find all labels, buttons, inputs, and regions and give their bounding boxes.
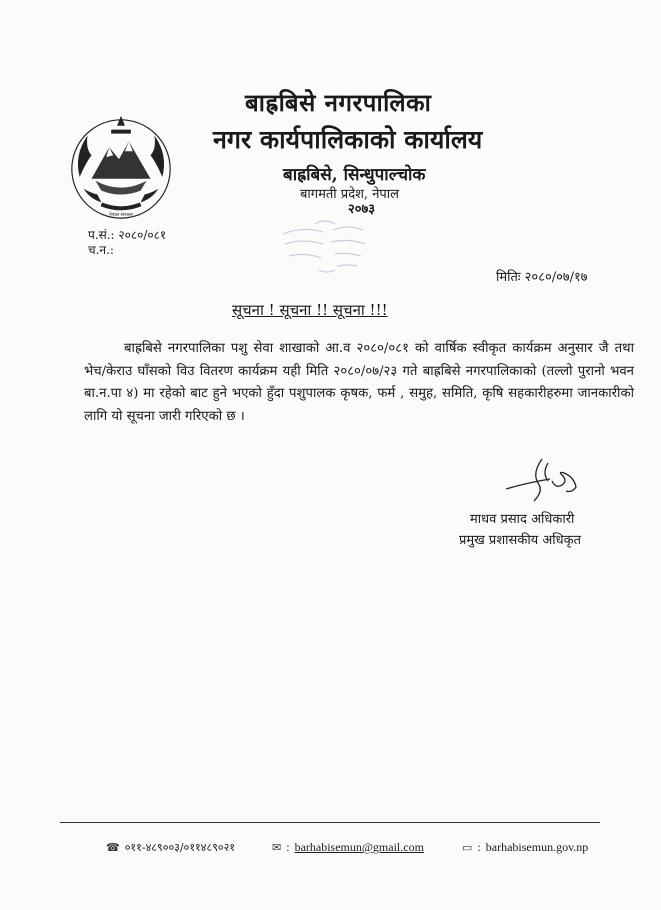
notice-date: मितिः २०८०/०७/१७ [496,270,588,285]
province-line: बागमती प्रदेश, नेपाल [300,187,399,202]
footer-divider [60,822,600,823]
municipality-name: बाह्रबिसे नगरपालिका [245,88,432,117]
office-location: बाह्रबिसे, सिन्धुपाल्चोक [283,165,426,185]
establishment-year: २०७३ [348,202,376,217]
government-emblem-icon [62,108,180,226]
notice-body: बाह्रबिसे नगरपालिका पशु सेवा शाखाको आ.व २०८०/०८१ को वार्षिक स्वीकृत कार्यक्रम अनुसार जै तथा भेच/केराउ घाँसको विउ वितरण कार्यक्रम यही मिति २०८०/०७/२३ गते बाह्रबिसे नगरपालिकाको (तल्लो पुरानो भवन बा.न.पा ४) मा रहेको बाट हुने भएको हुँदा पशुपालक कृषक, फर्म , समुह, समिति, कृषि सहकारीहरुमा जानकारीको लागि यो सूचना जारी गरिएको छ । [84,341,634,424]
envelope-icon: ✉ [272,842,282,854]
signatory-designation: प्रमुख प्रशासकीय अधिकृत [459,533,582,548]
notice-title: सूचना ! सूचना !! सूचना !!! [232,301,388,319]
signature-icon [500,455,580,507]
computer-icon: ▭ [462,842,473,854]
office-stamp-icon [275,212,385,278]
footer-phone [106,840,235,855]
footer-email: ✉ : barhabisemun@gmail.com [272,840,424,854]
dispatch-number: च.न.: [88,243,114,257]
letter-number: प.सं.: २०८०/०८१ [88,228,167,242]
phone-number: ०११-४८९००३/०११४८९०२१ [124,841,236,854]
office-name: नगर कार्यपालिकाको कार्यालय [213,125,483,154]
footer-website: ▭ : barhabisemun.gov.np [462,840,589,854]
website-link[interactable]: barhabisemun.gov.np [485,840,589,854]
telephone-icon: ☎ [106,841,120,854]
email-link[interactable]: barhabisemun@gmail.com [294,840,424,854]
signatory-name: माधव प्रसाद अधिकारी [470,512,575,527]
svg-text:नेपाल सरकार: नेपाल सरकार [108,212,134,219]
